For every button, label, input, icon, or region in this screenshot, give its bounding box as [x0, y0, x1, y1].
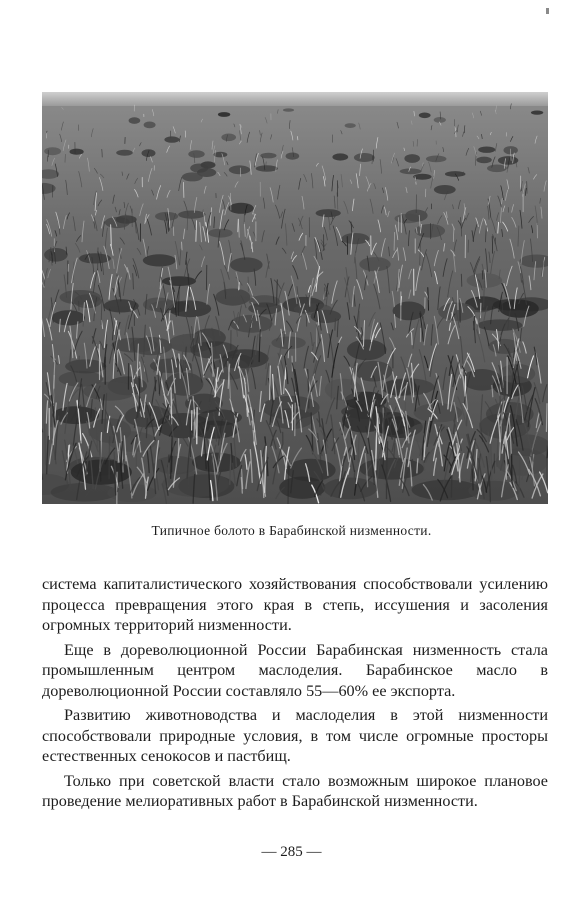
marsh-grass-image: [42, 92, 548, 504]
page-number: — 285 —: [261, 844, 322, 860]
paragraph-3: Развитию животноводства и маслоделия в этой низменности способствовали природные условия, в том числе огромные просторы естественных сенокосов и пастбищ.: [42, 706, 548, 765]
body-text: [42, 574, 548, 816]
scan-speck: [546, 8, 549, 14]
paragraph-2: Еще в дореволюционной России Барабинская низменность стала промышленным центром маслоделия. Барабинское масло в дореволюционной России составляло 55—60% ее экспорта.: [42, 640, 548, 700]
paragraph-1: система капиталистического хозяйствования способствовали усилению процесса превращения этого края в степь, иссушения и засоления огромных территорий низменности.: [42, 575, 548, 634]
marsh-photo: [42, 92, 548, 504]
paragraph-4: Только при советской власти стало возможным широкое плановое проведение мелиоративных работ в Барабинской низменности.: [42, 771, 548, 810]
photo-caption: Типичное болото в Барабинской низменности.: [151, 523, 432, 538]
